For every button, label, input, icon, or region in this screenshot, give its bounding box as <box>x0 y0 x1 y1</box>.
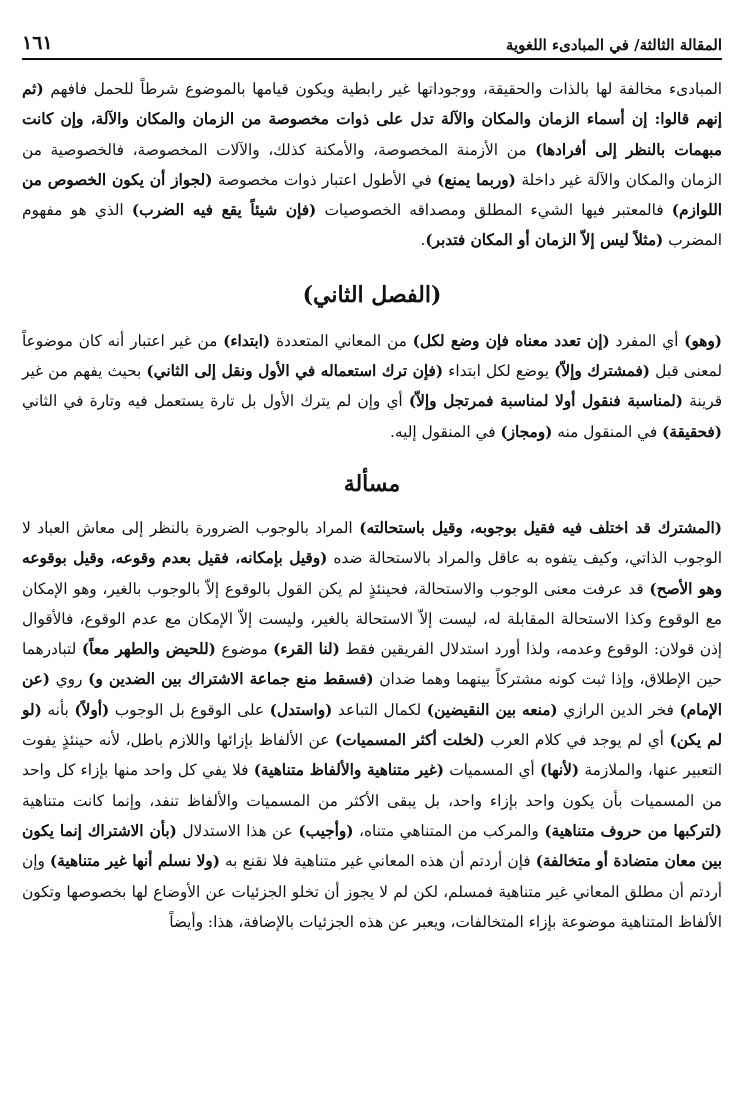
running-header <box>22 28 722 60</box>
text-run: في المنقول إليه. <box>390 422 501 441</box>
text-run: روي <box>50 670 89 689</box>
quoted-matn: (فإن شيئاً يقع فيه الضرب) <box>131 201 317 220</box>
quoted-matn: (لو لم يكن) <box>22 700 722 750</box>
text-run: عن الألفاظ بإزائها واللازم باطل، لأنه حينئذٍ يفوت التعبير عنها، والملازمة <box>22 731 723 780</box>
quoted-matn: (وقيل بإمكانه، فقيل بعدم وقوعه، وقيل بوقوعه وهو الأصح) <box>22 549 722 598</box>
quoted-matn: (فسقط منع جماعة الاشتراك بين الضدين و) <box>88 670 374 689</box>
section-heading-masala: مسألة <box>343 470 401 497</box>
quoted-matn: (المشترك قد اختلف فيه فقيل بوجوبه، وقيل باستحالته) <box>359 518 722 537</box>
text-run: أي المسميات <box>443 761 540 780</box>
text-run: من الأزمنة المخصوصة، والأمكنة كذلك، والآلات المخصوصة، فالخصوصية من الزمان والمكان والآلة غير داخلة <box>22 140 723 189</box>
text-run: يوضع لكل ابتداء <box>443 362 555 381</box>
text-run: في الأطول اعتبار ذوات مخصوصة <box>212 170 438 189</box>
text-run: فخر الدين الرازي <box>557 700 680 719</box>
text-run: فإن أردتم أن هذه المعاني غير متناهية فلا نقنع به <box>219 852 536 871</box>
quoted-matn: (منعه بين النقيضين) <box>426 700 558 719</box>
quoted-matn: (أولاً) <box>74 700 110 719</box>
text-run: . <box>420 231 426 250</box>
text-run: المبادىء مخالفة لها بالذات والحقيقة، ووجوداتها غير رابطية ويكون قيامها بالموضوع شرطاً للحمل فافهم <box>43 80 722 98</box>
quoted-matn: (إن تعدد معناه فإن وضع لكل) <box>412 331 610 350</box>
text-run: أي وإن لم يترك الأول بل تارة يستعمل فيه وتارة في الثاني <box>22 392 409 411</box>
text-run: فلا يفي كل واحد منها بإزاء كل واحد من المسميات بأن يكون واحد بإزاء واحد، بل يبقى الأكثر من المسميات والألفاظ تنفد، وإنما كانت متناهية <box>22 761 722 810</box>
text-run: وإن أردتم أن مطلق المعاني غير متناهية فمسلم، لكن لم لا يجوز أن تخلو الجزئيات عن الأوضاع لها بخصوصها وتكون الألفاظ المتناهية موضوعة بإزاء المتخالفات، ويعبر عن هذه الجزئيات بالإضافة، هذا: وأيضاً <box>22 852 722 931</box>
quoted-matn: (ولا نسلم أنها غير متناهية) <box>49 852 220 871</box>
quoted-matn: (فإن ترك استعماله في الأول ونقل إلى الثاني) <box>146 362 444 381</box>
quoted-matn: (ومجاز) <box>500 422 553 441</box>
quoted-matn: (وهو) <box>684 331 722 350</box>
paragraph-3 <box>22 513 722 937</box>
text-run: فالمعتبر فيها الشيء المطلق ومصداقه الخصوصيات <box>316 201 672 220</box>
text-run: الذي هو مفهوم المضرب <box>22 201 722 250</box>
quoted-matn: (غير متناهية والألفاظ متناهية) <box>253 761 444 780</box>
text-run: أي المفرد <box>609 331 685 350</box>
text-run: من غير اعتبار أنه كان موضوعاً لمعنى قبل <box>22 331 722 381</box>
text-run: في المنقول منه <box>552 422 663 441</box>
section-heading-second-chapter: (الفصل الثاني) <box>302 281 442 308</box>
quoted-matn: (ثم إنهم قالوا: إن أسماء الزمان والمكان والآلة تدل على ذوات مخصوصة من الزمان والمكان والآلة، وإن كانت مبهمات بالنظر إلى أفرادها) <box>22 80 722 159</box>
quoted-matn: (واستدل) <box>269 700 333 719</box>
quoted-matn: (وأجيب) <box>298 821 354 840</box>
quoted-matn: (لنا القرء) <box>273 640 340 659</box>
quoted-matn: (وربما يمنع) <box>437 170 516 189</box>
quoted-matn: (لمناسبة فنقول أولا لمناسبة فمرتجل وإلاّ) <box>408 392 684 411</box>
text-run: موضوع <box>215 640 274 659</box>
quoted-matn: (فمشترك وإلاّ) <box>554 362 650 381</box>
quoted-matn: (ابتداء) <box>223 331 271 350</box>
quoted-matn: (للحيض والطهر معاً) <box>81 640 216 659</box>
quoted-matn: (فحقيقة) <box>662 422 722 441</box>
text-run: على الوقوع بل الوجوب <box>109 700 270 719</box>
quoted-matn: (لجواز أن يكون الخصوص من اللوازم) <box>22 170 723 220</box>
paragraph-2 <box>22 326 722 447</box>
page-number: ١٦١ <box>22 32 53 54</box>
text-run: لتبادرهما حين الإطلاق، وإذا ثبت كونه مشتركاً بينهما وهما ضدان <box>22 640 722 689</box>
text-run: والمركب من المتناهي متناه، <box>353 821 545 840</box>
text-run: لكمال التباعد <box>332 700 427 719</box>
text-run: بحيث يفهم من غير قرينة <box>22 362 723 411</box>
paragraph-1 <box>22 74 722 256</box>
quoted-matn: (مثلاً ليس إلاّ الزمان أو المكان فتدبر) <box>425 231 664 250</box>
text-run: من المعاني المتعددة <box>270 331 413 350</box>
quoted-matn: (عن الإمام) <box>22 670 722 719</box>
quoted-matn: (لخلت أكثر المسميات) <box>334 731 485 750</box>
quoted-matn: (لتركبها من حروف متناهية) <box>544 821 722 840</box>
quoted-matn: (بأن الاشتراك إنما يكون بين معان متضادة أو متخالفة) <box>22 821 722 871</box>
book-page <box>22 28 722 1088</box>
text-run: بأنه <box>41 700 75 719</box>
quoted-matn: (لأنها) <box>539 761 580 780</box>
running-title: المقالة الثالثة/ في المبادىء اللغوية <box>505 36 722 54</box>
text-run: المراد بالوجوب الضرورة بالنظر إلى معاش العباد لا الوجوب الذاتي، وكيف يتفوه به عاقل والمراد بالاستحالة ضده <box>22 518 722 568</box>
text-run: أي لم يوجد في كلام العرب <box>484 731 670 750</box>
text-run: عن هذا الاستدلال <box>176 821 299 840</box>
text-run: قد عرفت معنى الوجوب والاستحالة، فحينئذٍ لم يكن القول بالوقوع إلاّ بالوجوب بالغير، وهو الإمكان مع الوقوع وكذا الاستحالة المقابلة له، ليست إلاّ الاستحالة بالغير، وليست إلاّ الإمكان مع عدم الوقوع، فالأقوال إذن قولان: الوقوع وعدمه، ولذا أورد استدلال الفريقين فقط <box>22 579 723 659</box>
